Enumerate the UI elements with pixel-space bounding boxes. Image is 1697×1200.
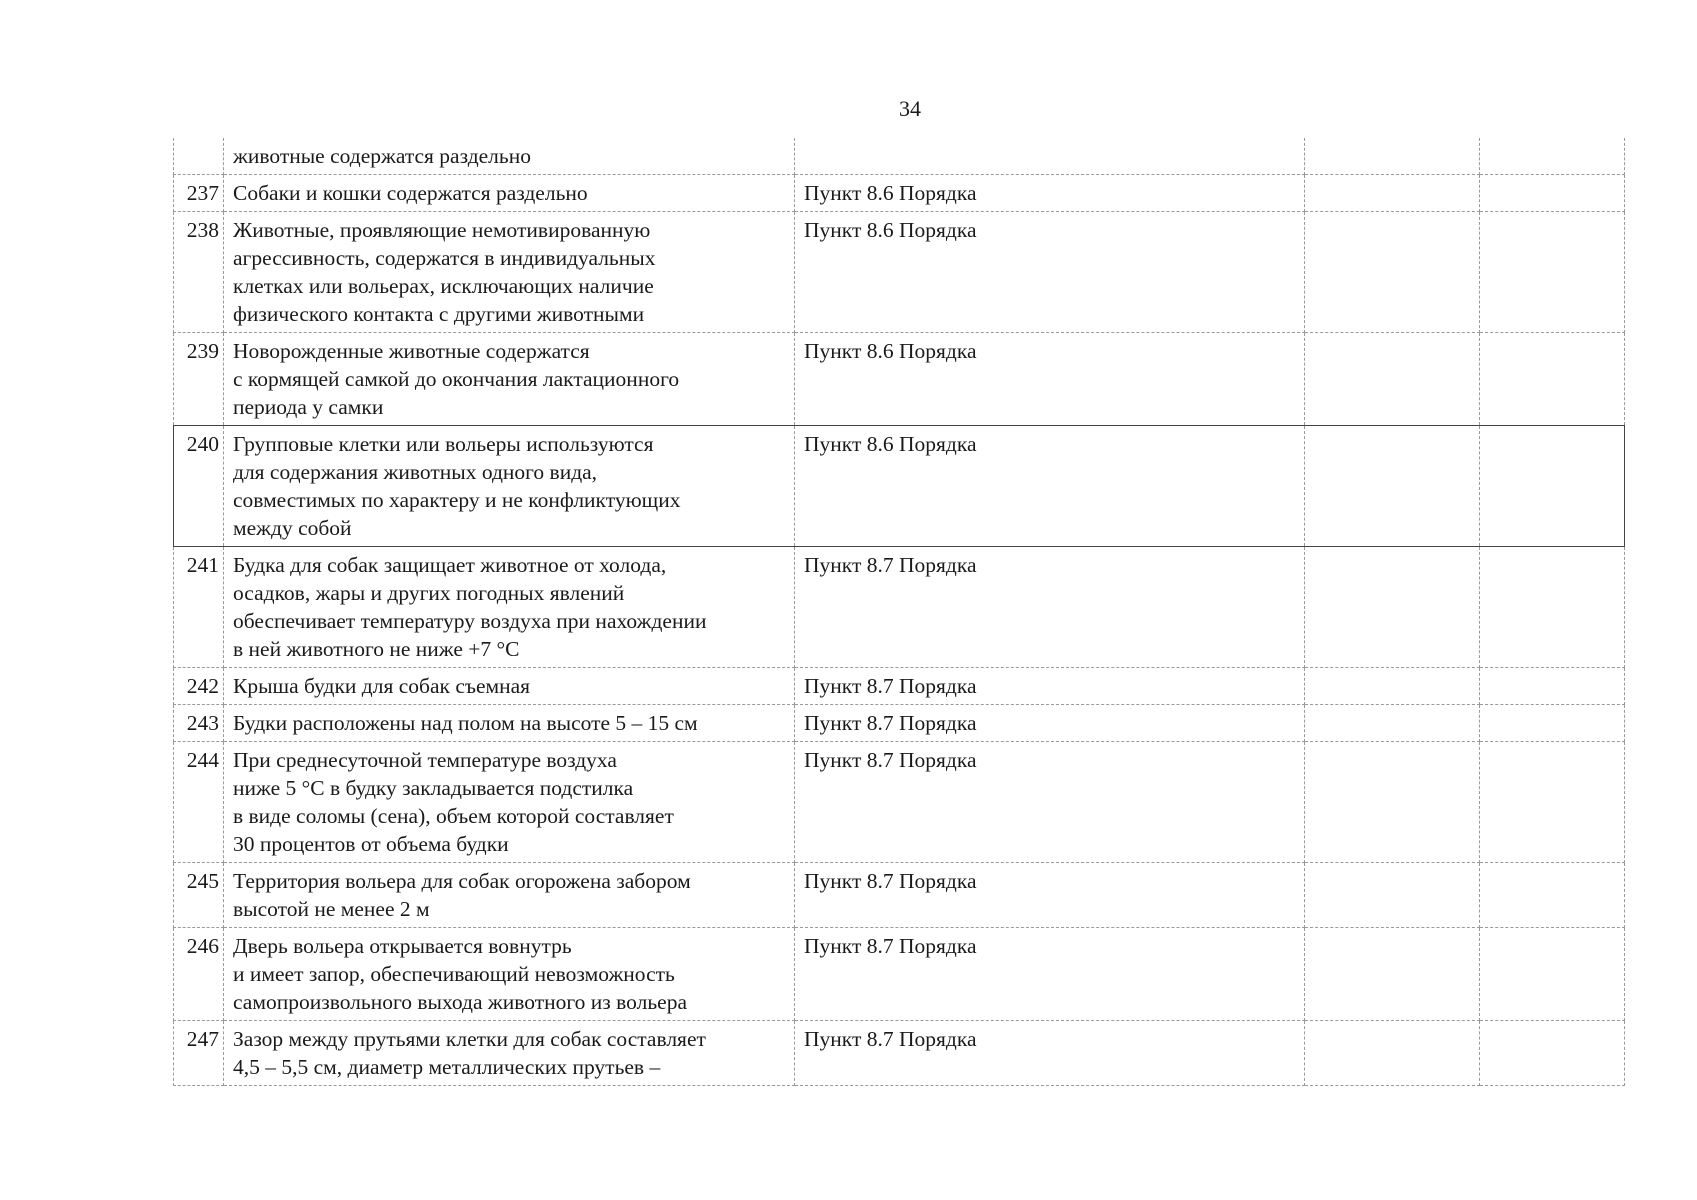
table-row [174,928,1625,1021]
requirement-line: Групповые клетки или вольеры используются [233,432,654,456]
requirement-line: между собой [233,516,352,540]
requirement-line: обеспечивает температуру воздуха при нахождении [233,609,707,633]
requirement-line: Животные, проявляющие немотивированную [233,218,651,242]
empty-cell [1480,333,1625,426]
row-number-cell: 246 [174,928,224,1021]
row-number-cell: 237 [174,175,224,212]
empty-cell [1305,1021,1480,1086]
empty-cell [1480,175,1625,212]
requirement-cell [224,668,795,705]
requirement-cell [224,175,795,212]
requirement-line: самопроизвольного выхода животного из вольера [233,990,687,1014]
requirement-line: Будка для собак защищает животное от холода, [233,553,667,577]
empty-cell [1305,212,1480,333]
requirement-line: высотой не менее 2 м [233,897,430,921]
reference-cell: Пункт 8.7 Порядка [795,863,1305,928]
empty-cell [1305,175,1480,212]
empty-cell [1480,705,1625,742]
requirement-cell [224,212,795,333]
row-number-cell: 238 [174,212,224,333]
empty-cell [1480,547,1625,668]
requirement-line: Будки расположены над полом на высоте 5 – 15 см [233,711,698,735]
table-row [174,668,1625,705]
reference-cell: Пункт 8.7 Порядка [795,547,1305,668]
empty-cell [1305,705,1480,742]
reference-cell: Пункт 8.7 Порядка [795,1021,1305,1086]
requirement-line: совместимых по характеру и не конфликтующих [233,488,681,512]
requirement-line: Территория вольера для собак огорожена забором [233,869,691,893]
reference-cell: Пункт 8.7 Порядка [795,928,1305,1021]
empty-cell [1305,742,1480,863]
requirement-line: клетках или вольерах, исключающих наличие [233,274,654,298]
requirement-line: 30 процентов от объема будки [233,832,509,856]
empty-cell [1480,212,1625,333]
table-row [174,547,1625,668]
reference-cell: Пункт 8.7 Порядка [795,742,1305,863]
empty-cell [1480,863,1625,928]
requirement-cell [224,547,795,668]
requirement-line: При среднесуточной температуре воздуха [233,748,617,772]
requirement-line: Новорожденные животные содержатся [233,339,590,363]
reference-cell [795,138,1305,175]
requirement-cell [224,426,795,547]
reference-cell: Пункт 8.6 Порядка [795,212,1305,333]
empty-cell [1305,426,1480,547]
empty-cell [1305,668,1480,705]
table-row [174,212,1625,333]
requirement-line: в виде соломы (сена), объем которой составляет [233,804,674,828]
empty-cell [1480,426,1625,547]
empty-cell [1480,138,1625,175]
reference-cell: Пункт 8.6 Порядка [795,333,1305,426]
requirement-line: Собаки и кошки содержатся раздельно [233,181,588,205]
table-row [174,138,1625,175]
requirement-line: и имеет запор, обеспечивающий невозможность [233,962,675,986]
requirement-line: 4,5 – 5,5 см, диаметр металлических прутьев – [233,1055,661,1079]
requirement-cell [224,138,795,175]
requirement-line: периода у самки [233,395,384,419]
table-row [174,742,1625,863]
requirement-cell [224,333,795,426]
row-number-cell: 239 [174,333,224,426]
table-row [174,1021,1625,1086]
requirement-cell [224,705,795,742]
table-row [174,863,1625,928]
row-number-cell: 244 [174,742,224,863]
requirement-cell [224,928,795,1021]
reference-cell: Пункт 8.6 Порядка [795,175,1305,212]
reference-cell: Пункт 8.7 Порядка [795,705,1305,742]
requirement-line: Дверь вольера открывается вовнутрь [233,934,572,958]
reference-cell: Пункт 8.7 Порядка [795,668,1305,705]
requirement-line: физического контакта с другими животными [233,302,645,326]
requirement-line: ниже 5 °С в будку закладывается подстилка [233,776,634,800]
empty-cell [1305,547,1480,668]
reference-cell: Пункт 8.6 Порядка [795,426,1305,547]
requirement-line: для содержания животных одного вида, [233,460,598,484]
empty-cell [1305,928,1480,1021]
requirement-line: Зазор между прутьями клетки для собак составляет [233,1027,706,1051]
requirements-table [173,138,1625,1086]
empty-cell [1480,928,1625,1021]
row-number-cell: 240 [174,426,224,547]
table-row [174,705,1625,742]
row-number-cell: 243 [174,705,224,742]
requirement-cell [224,863,795,928]
requirement-line: осадков, жары и других погодных явлений [233,581,625,605]
table-row [174,426,1625,547]
empty-cell [1480,668,1625,705]
row-number-cell [174,138,224,175]
empty-cell [1305,863,1480,928]
empty-cell [1305,333,1480,426]
requirement-line: Крыша будки для собак съемная [233,674,531,698]
row-number-cell: 247 [174,1021,224,1086]
table-row [174,333,1625,426]
row-number-cell: 241 [174,547,224,668]
row-number-cell: 245 [174,863,224,928]
requirement-cell [224,742,795,863]
requirement-line: животные содержатся раздельно [233,144,531,168]
requirement-cell [224,1021,795,1086]
empty-cell [1480,742,1625,863]
row-number-cell: 242 [174,668,224,705]
table-row [174,175,1625,212]
requirement-line: в ней животного не ниже +7 °С [233,637,520,661]
empty-cell [1480,1021,1625,1086]
requirement-line: агрессивность, содержатся в индивидуальных [233,246,656,270]
requirement-line: с кормящей самкой до окончания лактационного [233,367,680,391]
page-number: 34 [899,96,921,121]
table-body [174,138,1625,1086]
empty-cell [1305,138,1480,175]
